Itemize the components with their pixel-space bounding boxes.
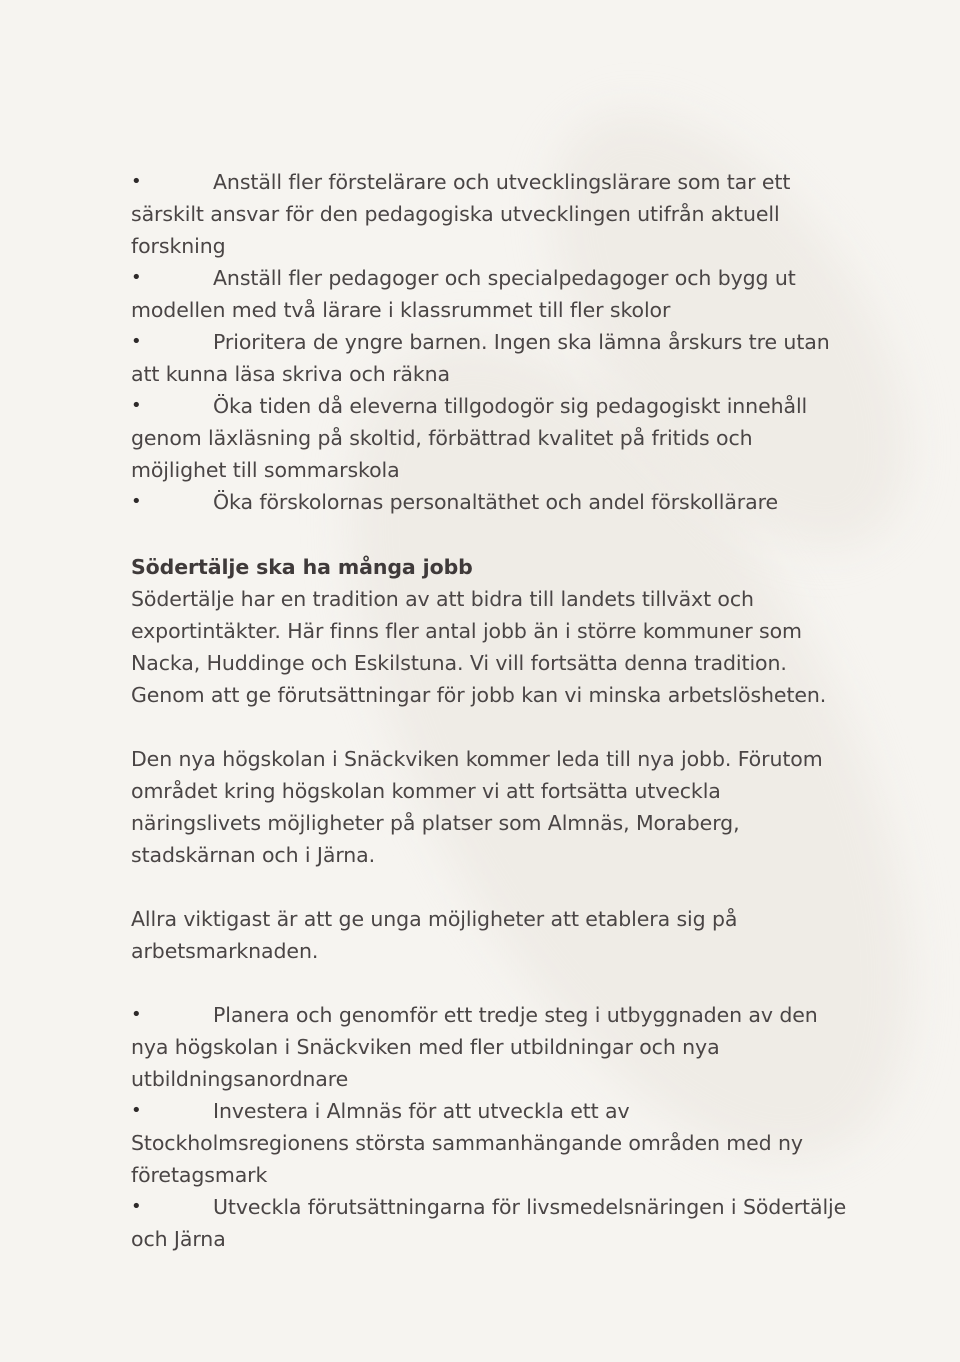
bullet-icon: •	[131, 1196, 142, 1217]
bullet-item: • Öka tiden då eleverna tillgodogör sig pedagogiskt innehåll genom läxläsning på skoltid, förbättrad kvalitet på fritids och möjlighet till sommarskola	[131, 390, 851, 486]
bullet-item: • Öka förskolornas personaltäthet och andel förskollärare	[131, 486, 851, 518]
bullet-item: • Investera i Almnäs för att utveckla ett av Stockholmsregionens största sammanhängande områden med ny företagsmark	[131, 1095, 851, 1191]
bullet-list-school	[131, 166, 851, 518]
document-page	[131, 166, 851, 1255]
paragraph: Allra viktigast är att ge unga möjligheter att etablera sig på arbetsmarknaden.	[131, 907, 738, 963]
paragraph: Södertälje har en tradition av att bidra till landets tillväxt och exportintäkter. Här finns fler antal jobb än i större kommuner som Nacka, Huddinge och Eskilstuna. Vi vill fortsätta denna tradition. Genom att ge förutsättningar för jobb kan vi minska arbetslösheten.	[131, 587, 827, 707]
section-heading: Södertälje ska ha många jobb	[131, 555, 473, 579]
bullet-icon: •	[131, 267, 142, 288]
bullet-icon: •	[131, 1004, 142, 1025]
bullet-list-jobs	[131, 999, 851, 1255]
bullet-icon: •	[131, 171, 142, 192]
bullet-icon: •	[131, 331, 142, 352]
bullet-item: • Prioritera de yngre barnen. Ingen ska lämna årskurs tre utan att kunna läsa skriva och räkna	[131, 326, 851, 390]
paragraph: Den nya högskolan i Snäckviken kommer leda till nya jobb. Förutom området kring högskolan kommer vi att fortsätta utveckla näringslivets möjligheter på platser som Almnäs, Moraberg, stadskärnan och i Järna.	[131, 747, 823, 867]
bullet-item: • Anställ fler pedagoger och specialpedagoger och bygg ut modellen med två lärare i klassrummet till fler skolor	[131, 262, 851, 326]
bullet-icon: •	[131, 395, 142, 416]
bullet-item: • Planera och genomför ett tredje steg i utbyggnaden av den nya högskolan i Snäckviken med fler utbildningar och nya utbildningsanordnare	[131, 999, 851, 1095]
bullet-icon: •	[131, 1100, 142, 1121]
bullet-item: • Anställ fler förstelärare och utvecklingslärare som tar ett särskilt ansvar för den pedagogiska utvecklingen utifrån aktuell forskning	[131, 166, 851, 262]
bullet-icon: •	[131, 491, 142, 512]
bullet-item: • Utveckla förutsättningarna för livsmedelsnäringen i Södertälje och Järna	[131, 1191, 851, 1255]
